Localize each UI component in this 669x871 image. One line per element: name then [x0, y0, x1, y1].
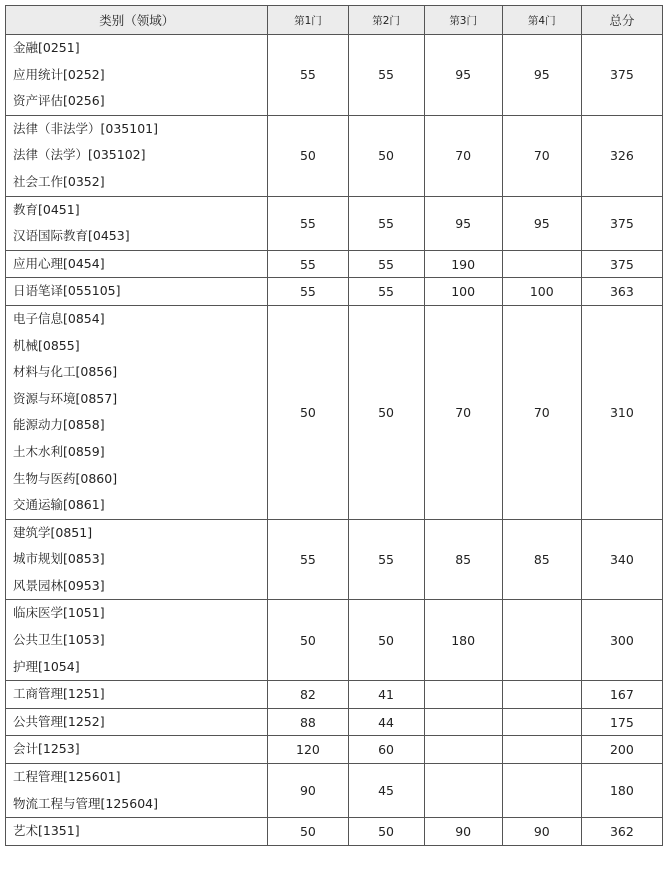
category-label: 艺术[1351] — [13, 823, 80, 839]
category-label: 物流工程与管理[125604] — [13, 795, 158, 811]
subject-1-score: 50 — [268, 305, 348, 519]
table-row — [6, 736, 663, 764]
subject-1-score: 50 — [268, 115, 348, 196]
subject-2-score: 50 — [348, 305, 424, 519]
subject-3-score — [424, 681, 502, 709]
category-cell — [6, 736, 268, 764]
subject-3-score: 95 — [424, 35, 502, 116]
category-label: 公共卫生[1053] — [13, 632, 105, 648]
subject-4-score — [502, 708, 581, 736]
subject-2-score: 55 — [348, 196, 424, 250]
subject-1-score: 50 — [268, 600, 348, 681]
category-label: 工商管理[1251] — [13, 686, 105, 702]
total-score: 200 — [581, 736, 662, 764]
subject-4-score: 95 — [502, 35, 581, 116]
category-cell — [6, 681, 268, 709]
category-label: 资源与环境[0857] — [13, 390, 118, 406]
subject-1-score: 88 — [268, 708, 348, 736]
subject-1-score: 55 — [268, 196, 348, 250]
subject-4-score — [502, 764, 581, 818]
table-row — [6, 519, 663, 600]
category-cell — [6, 818, 268, 846]
subject-4-score — [502, 681, 581, 709]
header-subject-4: 第4门 — [502, 6, 581, 35]
subject-4-score: 70 — [502, 305, 581, 519]
category-label: 汉语国际教育[0453] — [13, 228, 130, 244]
total-score: 300 — [581, 600, 662, 681]
category-label: 社会工作[0352] — [13, 173, 105, 189]
total-score: 340 — [581, 519, 662, 600]
subject-4-score: 100 — [502, 278, 581, 306]
category-cell — [6, 708, 268, 736]
subject-2-score: 55 — [348, 519, 424, 600]
subject-3-score — [424, 736, 502, 764]
category-label: 交通运输[0861] — [13, 497, 105, 513]
subject-1-score: 82 — [268, 681, 348, 709]
table-row — [6, 764, 663, 818]
category-cell — [6, 764, 268, 818]
total-score: 326 — [581, 115, 662, 196]
subject-1-score: 55 — [268, 250, 348, 278]
subject-4-score: 95 — [502, 196, 581, 250]
subject-3-score: 100 — [424, 278, 502, 306]
total-score: 175 — [581, 708, 662, 736]
category-cell — [6, 196, 268, 250]
total-score: 375 — [581, 35, 662, 116]
subject-2-score: 50 — [348, 600, 424, 681]
subject-2-score: 45 — [348, 764, 424, 818]
subject-1-score: 55 — [268, 35, 348, 116]
total-score: 375 — [581, 196, 662, 250]
category-cell — [6, 250, 268, 278]
category-label: 工程管理[125601] — [13, 769, 121, 785]
subject-3-score — [424, 764, 502, 818]
table-row — [6, 708, 663, 736]
header-subject-1: 第1门 — [268, 6, 348, 35]
subject-3-score: 70 — [424, 115, 502, 196]
category-cell — [6, 600, 268, 681]
header-subject-3: 第3门 — [424, 6, 502, 35]
total-score: 363 — [581, 278, 662, 306]
category-label: 应用统计[0252] — [13, 66, 105, 82]
subject-4-score: 70 — [502, 115, 581, 196]
subject-2-score: 55 — [348, 250, 424, 278]
category-label: 风景园林[0953] — [13, 577, 105, 593]
subject-3-score: 70 — [424, 305, 502, 519]
category-label: 日语笔译[055105] — [13, 283, 121, 299]
category-label: 材料与化工[0856] — [13, 364, 118, 380]
subject-2-score: 50 — [348, 818, 424, 846]
category-label: 建筑学[0851] — [13, 524, 93, 540]
category-label: 资产评估[0256] — [13, 93, 105, 109]
subject-3-score: 190 — [424, 250, 502, 278]
table-row — [6, 196, 663, 250]
subject-1-score: 55 — [268, 519, 348, 600]
subject-4-score: 90 — [502, 818, 581, 846]
subject-3-score — [424, 708, 502, 736]
table-row — [6, 115, 663, 196]
total-score: 180 — [581, 764, 662, 818]
subject-3-score: 85 — [424, 519, 502, 600]
category-cell — [6, 305, 268, 519]
category-cell — [6, 35, 268, 116]
table-row — [6, 305, 663, 519]
subject-2-score: 44 — [348, 708, 424, 736]
subject-4-score — [502, 600, 581, 681]
subject-1-score: 120 — [268, 736, 348, 764]
category-label: 应用心理[0454] — [13, 255, 105, 271]
subject-1-score: 50 — [268, 818, 348, 846]
subject-3-score: 90 — [424, 818, 502, 846]
total-score: 375 — [581, 250, 662, 278]
category-cell — [6, 115, 268, 196]
table-row — [6, 35, 663, 116]
subject-3-score: 180 — [424, 600, 502, 681]
category-label: 法律（法学）[035102] — [13, 147, 146, 163]
category-label: 能源动力[0858] — [13, 417, 105, 433]
table-body — [6, 35, 663, 846]
header-subject-2: 第2门 — [348, 6, 424, 35]
category-label: 生物与医药[0860] — [13, 470, 118, 486]
subject-2-score: 41 — [348, 681, 424, 709]
header-row — [6, 6, 663, 35]
subject-2-score: 55 — [348, 278, 424, 306]
table-row — [6, 278, 663, 306]
category-label: 法律（非法学）[035101] — [13, 120, 158, 136]
table-row — [6, 250, 663, 278]
table-row — [6, 818, 663, 846]
category-label: 公共管理[1252] — [13, 713, 105, 729]
category-cell — [6, 519, 268, 600]
category-label: 会计[1253] — [13, 741, 80, 757]
subject-4-score: 85 — [502, 519, 581, 600]
table-row — [6, 600, 663, 681]
score-table — [5, 5, 663, 846]
header-total: 总分 — [581, 6, 662, 35]
subject-2-score: 50 — [348, 115, 424, 196]
header-category: 类别（领域） — [6, 6, 268, 35]
subject-1-score: 55 — [268, 278, 348, 306]
category-label: 金融[0251] — [13, 40, 80, 55]
category-label: 土木水利[0859] — [13, 443, 105, 459]
category-label: 城市规划[0853] — [13, 551, 105, 567]
subject-4-score — [502, 736, 581, 764]
total-score: 310 — [581, 305, 662, 519]
category-label: 临床医学[1051] — [13, 605, 105, 621]
category-label: 电子信息[0854] — [13, 310, 105, 326]
subject-2-score: 60 — [348, 736, 424, 764]
table-row — [6, 681, 663, 709]
category-cell — [6, 278, 268, 306]
subject-1-score: 90 — [268, 764, 348, 818]
category-label: 护理[1054] — [13, 658, 80, 674]
category-label: 机械[0855] — [13, 337, 80, 353]
subject-3-score: 95 — [424, 196, 502, 250]
total-score: 362 — [581, 818, 662, 846]
total-score: 167 — [581, 681, 662, 709]
subject-2-score: 55 — [348, 35, 424, 116]
subject-4-score — [502, 250, 581, 278]
category-label: 教育[0451] — [13, 201, 80, 217]
